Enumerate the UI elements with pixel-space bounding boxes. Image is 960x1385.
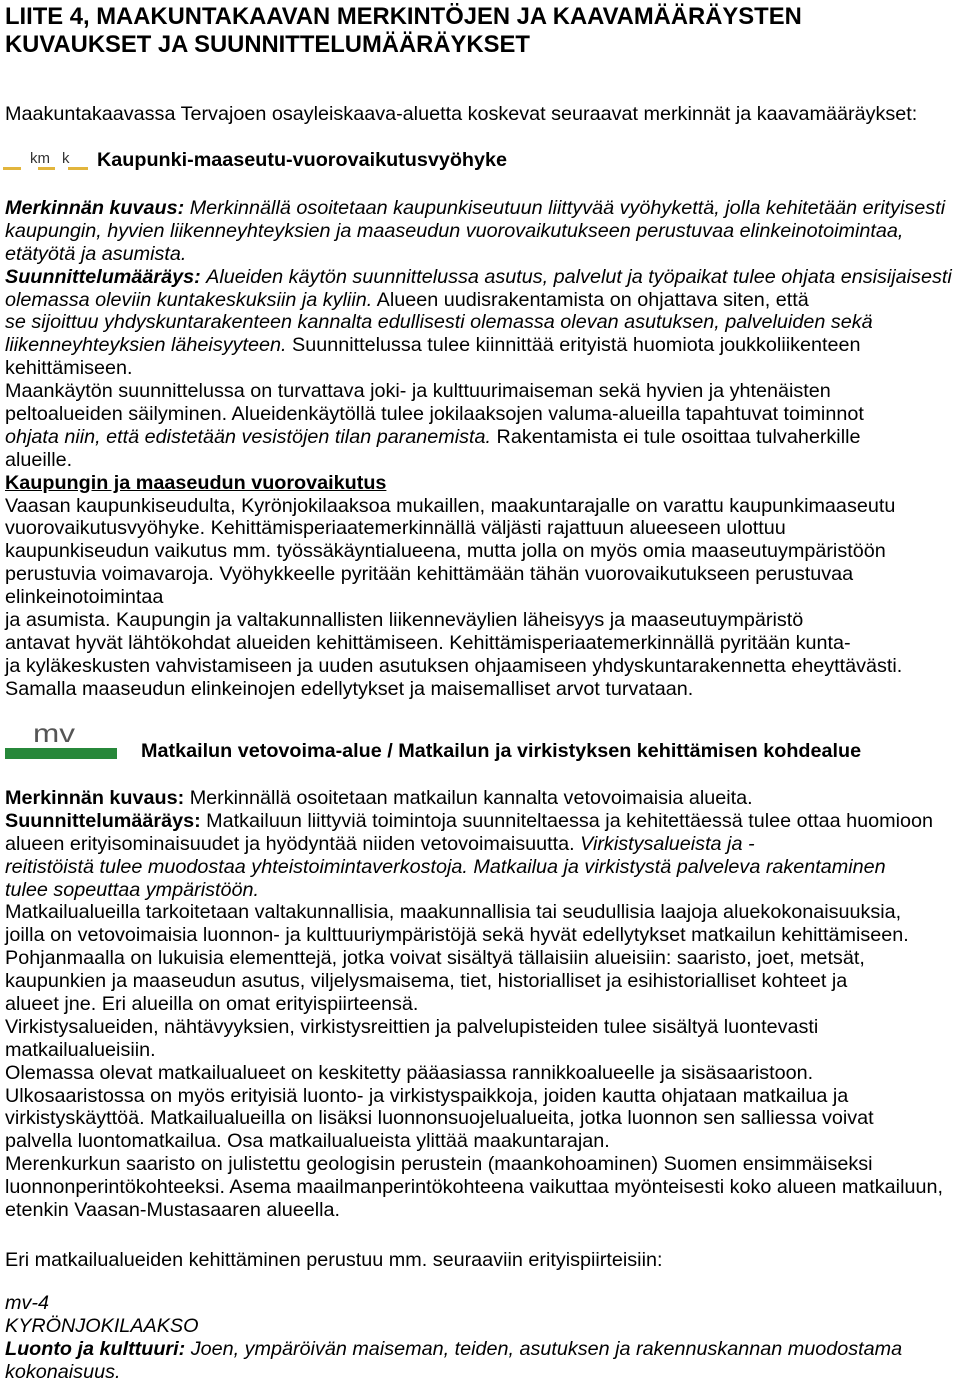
body-line: Ulkosaaristossa on myös erityisiä luonto- ja virkistyspaikkoja, joiden kautta ohjataan matkailua ja [5, 1084, 849, 1107]
title-line-2: KUVAUKSET JA SUUNNITTELUMÄÄRÄYKSET [5, 31, 530, 58]
body-line: perustuvia voimavaroja. Vyöhykkeelle pyritään kehittämään tähän vuorovaikutukseen perustuvaa [5, 563, 854, 586]
symbol-letters: k [62, 150, 70, 167]
body-line: etätyötä ja asumista. [5, 242, 187, 265]
body-line: kehittämiseen. [5, 357, 133, 380]
body-text: Matkailuun liittyviä toimintoja suunniteltaessa ja kehitettäessä tulee ottaa huomioon [206, 809, 934, 832]
body-line: se sijoittuu yhdyskuntarakenteen kannalta edullisesti olemassa olevan asutuksen, palveluiden sekä [5, 311, 873, 334]
features-intro: Eri matkailualueiden kehittäminen perustuu mm. seuraaviin erityispiirteisiin: [5, 1249, 663, 1271]
body-line: Vaasan kaupunkiseudulta, Kyrönjokilaaksoa mukaillen, maakuntarajalle on varattu kaupunkimaaseutu [5, 494, 896, 517]
body-line: vuorovaikutusvyöhyke. Kehittämisperiaatemerkinnällä väljästi rajattuun alueeseen ulottuu [5, 517, 786, 540]
area-code: mv-4 [5, 1292, 49, 1314]
body-line [5, 426, 952, 449]
body-text: Merkinnällä osoitetaan kaupunkiseutuun liittyvää vyöhykettä, jolla kehitetään erityisesti [189, 197, 946, 219]
body-text: Alueen uudisrakentamista on ohjattava siten, että [376, 288, 809, 311]
body-line: joilla on vetovoimaisia luonnon- ja kulttuuriympäristöjä sekä hyvät edellytykset matkailun kehittämiseen. [5, 924, 909, 947]
body-line [5, 197, 952, 220]
body-line: elinkeinotoimintaa [5, 586, 164, 609]
tourism-heading: Matkailun vetovoima-alue / Matkailun ja virkistyksen kehittämisen kohdealue [141, 740, 862, 762]
area-entry [5, 1292, 902, 1384]
symbol-dash [3, 167, 21, 170]
tourism-description-body [5, 787, 943, 1222]
body-line [5, 334, 952, 357]
body-line: matkailualueisiin. [5, 1038, 156, 1061]
body-line: Olemassa olevat matkailualueet on keskitetty pääasiassa rannikkoalueelle ja sisäsaaristoon. [5, 1061, 814, 1084]
area-name: KYRÖNJOKILAAKSO [5, 1314, 199, 1337]
body-line: Merenkurkun saaristo on julistettu geologisin perustein (maankohoaminen) Suomen ensimmäiseksi [5, 1153, 873, 1176]
body-line: Samalla maaseudun elinkeinojen edellytykset ja maisemalliset arvot turvataan. [5, 677, 694, 700]
zone-description-body [5, 197, 952, 701]
body-line: luonnonperintökohteeksi. Asema maailmanperintökohteena vaikuttaa myönteisesti koko alueen matkailuun, [5, 1176, 943, 1199]
body-line [5, 1338, 902, 1361]
intro-text: Maakuntakaavassa Tervajoen osayleiskaava-aluetta koskevat seuraavat merkinnät ja kaavamääräykset: [5, 103, 918, 125]
body-line [5, 810, 943, 833]
body-line: peltoalueiden säilyminen. Alueidenkäytöllä tulee jokilaaksojen valuma-alueilla tapahtuvat toiminnot [5, 403, 864, 426]
title-line-1: LIITE 4, MAAKUNTAKAAVAN MERKINTÖJEN JA KAAVAMÄÄRÄYSTEN [5, 3, 802, 30]
symbol-letters: km [30, 150, 50, 167]
body-text: Merkinnällä osoitetaan matkailun kannalta vetovoimaisia alueita. [189, 787, 753, 809]
body-line: Matkailualueilla tarkoitetaan valtakunnallisia, maakunnallisia tai seudullisia laajoja aluekokonaisuuksia, [5, 901, 902, 924]
kmk-zone-symbol-icon [3, 147, 93, 175]
body-line: alueet jne. Eri alueilla on omat erityispiirteensä. [5, 993, 419, 1016]
symbol-bar [5, 748, 117, 759]
area-description: kokonaisuus. [5, 1360, 121, 1383]
symbol-letters: mv [33, 718, 75, 748]
area-description: Joen, ympäröivän maiseman, teiden, asutuksen ja rakennuskannan muodostama [190, 1337, 903, 1360]
subheading-text: Kaupungin ja maaseudun vuorovaikutus [5, 471, 387, 494]
body-line: virkistyskäyttöä. Matkailualueilla on lisäksi luonnonsuojelualueita, jotka luonnon sen salliessa voivat [5, 1107, 874, 1130]
body-line: kaupungin, hyvien liikenneyhteyksien ja maaseudun vuorovaikutukseen perustuvaa elinkeinotoimintaa, [5, 219, 904, 242]
body-line: Virkistysalueiden, nähtävyyksien, virkistysreittien ja palvelupisteiden tulee sisältyä luontevasti [5, 1015, 819, 1038]
symbol-dash [38, 167, 55, 170]
body-line [5, 266, 952, 289]
document-title [5, 3, 802, 59]
body-text: olemassa oleviin kuntakeskuksiin ja kyliin. [5, 288, 373, 311]
body-line [5, 289, 952, 312]
body-text: Suunnittelussa tulee kiinnittää erityistä huomiota joukkoliikenteen [292, 334, 861, 357]
body-line: reitistöistä tulee muodostaa yhteistoimintaverkostoja. Matkailua ja virkistystä palveleva rakentaminen [5, 855, 886, 878]
term-label: Suunnittelumääräys: [5, 265, 201, 288]
body-line: ja kyläkeskusten vahvistamiseen ja uuden asutuksen ohjaamiseen yhdyskuntarakennetta eheyttävästi. [5, 654, 903, 677]
symbol-dash [68, 167, 88, 170]
term-label: Merkinnän kuvaus: [5, 197, 185, 219]
body-line: etenkin Vaasan-Mustasaaren alueella. [5, 1199, 341, 1222]
body-line: tulee sopeuttaa ympäristöön. [5, 878, 260, 901]
body-line: kaupunkien ja maaseudun asutus, viljelysmaisema, tiet, historialliset ja esihistorialliset kohteet ja [5, 970, 848, 993]
body-line: Maankäytön suunnittelussa on turvattava joki- ja kulttuurimaiseman sekä hyvien ja yhtenäisten [5, 380, 831, 403]
body-line: alueille. [5, 448, 73, 471]
body-line: palvella luontomatkailua. Osa matkailualueista ylittää maakuntarajan. [5, 1130, 610, 1153]
body-line [5, 833, 943, 856]
body-text: alueen erityisominaisuudet ja hyödyntää niiden vetovoimaisuutta. [5, 832, 575, 855]
body-line: antavat hyvät lähtökohdat alueiden kehittämiseen. Kehittämisperiaatemerkinnällä pyritään kunta- [5, 631, 851, 654]
body-line [5, 787, 943, 810]
body-line: kaupunkiseudun vaikutus mm. työssäkäyntialueena, mutta jolla on myös omia maaseutuympäristöön [5, 540, 886, 563]
body-text: ohjata niin, että edistetään vesistöjen tilan paranemista. [5, 425, 492, 448]
zone-heading: Kaupunki-maaseutu-vuorovaikutusvyöhyke [97, 149, 508, 171]
body-text: Alueiden käytön suunnittelussa asutus, palvelut ja työpaikat tulee ohjata ensisijaisesti [206, 265, 952, 288]
body-text: liikenneyhteyksien läheisyyteen. [5, 334, 287, 357]
area-label: Luonto ja kulttuuri: [5, 1337, 186, 1360]
term-label: Merkinnän kuvaus: [5, 787, 185, 809]
section-subheading [5, 472, 952, 495]
body-line: ja asumista. Kaupungin ja valtakunnallisten liikenneväylien läheisyys ja maaseutuympäristö [5, 609, 804, 632]
mv-zone-symbol-icon [5, 718, 119, 762]
term-label: Suunnittelumääräys: [5, 809, 201, 832]
body-text: Virkistysalueista ja - [580, 832, 755, 855]
body-line: Pohjanmaalla on lukuisia elementtejä, jotka voivat sisältyä tällaisiin alueisiin: saaristo, joet, metsät, [5, 947, 865, 970]
body-text: Rakentamista ei tule osoittaa tulvaherkille [496, 425, 861, 448]
